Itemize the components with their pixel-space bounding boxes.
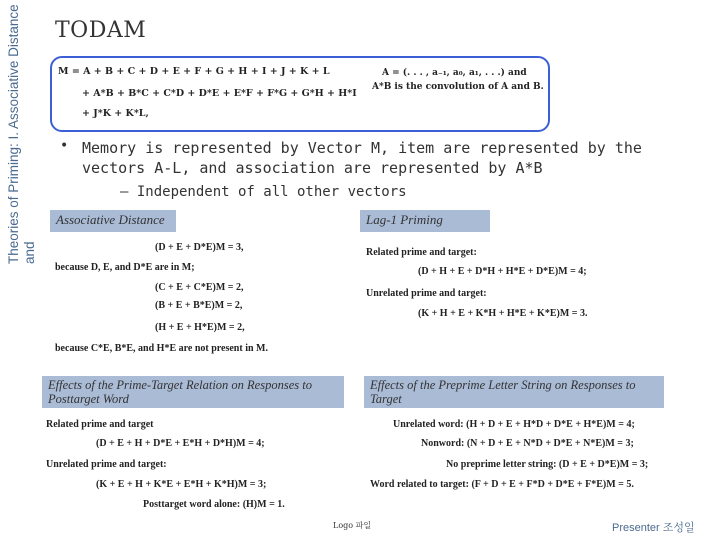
assoc-eq-2: (C + E + C*E)M = 2, xyxy=(155,282,244,293)
formula-line-2: + A*B + B*C + C*D + D*E + E*F + F*G + G*H + H*I xyxy=(82,88,357,99)
bullet-icon: • xyxy=(60,138,69,154)
lag-header: Lag-1 Priming xyxy=(360,210,490,232)
sub-bullet: – Independent of all other vectors xyxy=(120,184,407,200)
presenter-label: Presenter 조성일 xyxy=(612,522,695,534)
effects2-line-3: No preprime letter string: (D + E + D*E)M = 3; xyxy=(446,459,649,470)
slide-title: TODAM xyxy=(55,18,147,43)
formula-note-1: A = (. . . , a₋₁, a₀, a₁, . . .) and xyxy=(382,68,527,78)
effects1-line-5: Posttarget word alone: (H)M = 1. xyxy=(143,499,285,510)
lag-line-1: Related prime and target: xyxy=(366,247,477,258)
formula-box xyxy=(50,56,550,132)
formula-line-3: + J*K + K*L, xyxy=(82,108,149,119)
assoc-eq-1: (D + E + D*E)M = 3, xyxy=(155,242,244,253)
effects1-line-2: (D + E + H + D*E + E*H + D*H)M = 4; xyxy=(96,438,265,449)
sidebar-title: Theories of Priming: I. Associative Distance and xyxy=(6,4,37,264)
lag-line-4: (K + H + E + K*H + H*E + K*E)M = 3. xyxy=(418,308,588,319)
lag-line-3: Unrelated prime and target: xyxy=(366,288,487,299)
formula-line-1: M = A + B + C + D + E + F + G + H + I + J + K + L xyxy=(58,66,330,77)
effects2-line-4: Word related to target: (F + D + E + F*D + D*E + F*E)M = 5. xyxy=(370,479,634,490)
formula-note-2: A*B is the convolution of A and B. xyxy=(372,82,544,92)
effects1-line-3: Unrelated prime and target: xyxy=(46,459,167,470)
effects1-line-4: (K + E + H + K*E + E*H + K*H)M = 3; xyxy=(96,479,267,490)
effects1-header: Effects of the Prime-Target Relation on Responses to Posttarget Word xyxy=(42,376,344,408)
effects2-line-1: Unrelated word: (H + D + E + H*D + D*E + H*E)M = 4; xyxy=(393,419,635,430)
assoc-eq-4: (H + E + H*E)M = 2, xyxy=(155,322,245,333)
lag-line-2: (D + H + E + D*H + H*E + D*E)M = 4; xyxy=(418,266,587,277)
effects2-line-2: Nonword: (N + D + E + N*D + D*E + N*E)M = 3; xyxy=(421,438,634,449)
footer-logo: Logo 파일 xyxy=(333,521,372,530)
associative-header: Associative Distance xyxy=(50,210,176,232)
assoc-eq-3: (B + E + B*E)M = 2, xyxy=(155,300,243,311)
effects1-line-1: Related prime and target xyxy=(46,419,154,430)
assoc-eq-5: because C*E, B*E, and H*E are not present in M. xyxy=(55,343,268,354)
bullet-text: Memory is represented by Vector M, item are represented by the vectors A-L, and association are represented by A*B xyxy=(82,139,642,177)
assoc-eq-1b: because D, E, and D*E are in M; xyxy=(55,262,195,273)
effects2-header: Effects of the Preprime Letter String on Responses to Target xyxy=(364,376,664,408)
